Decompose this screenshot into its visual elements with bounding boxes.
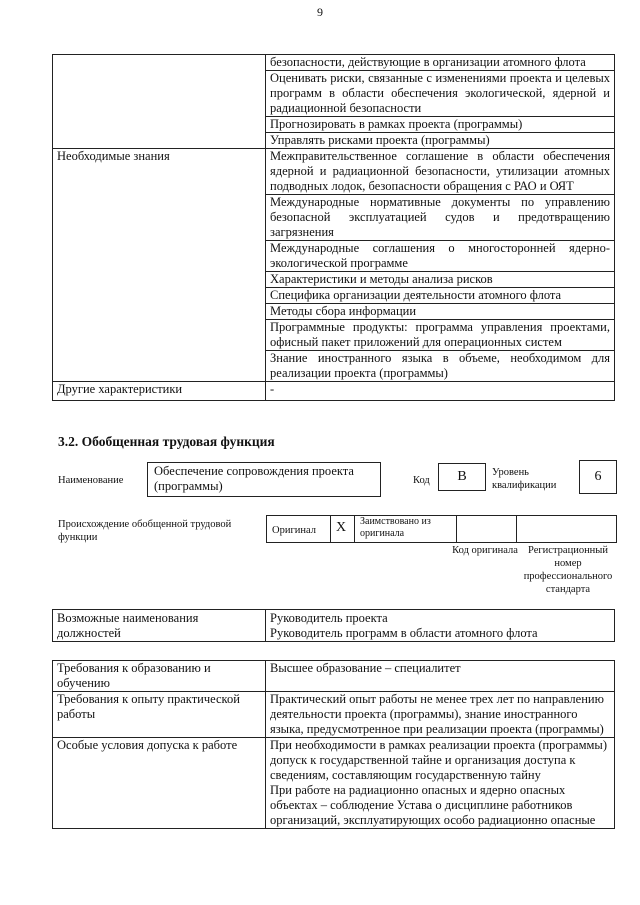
requirements-table: [52, 660, 615, 829]
row-value: -: [266, 382, 615, 401]
row-value: Знание иностранного языка в объеме, необходимом для реализации проекта (программы): [266, 351, 615, 382]
row-value: безопасности, действующие в организации атомного флота: [266, 55, 615, 71]
row-label: [53, 117, 266, 133]
row-value: Программные продукты: программа управления проектами, офисный пакет приложений для операционных систем: [266, 320, 615, 351]
grid-divider: [516, 515, 517, 543]
grid-divider: [330, 515, 331, 543]
table-row: [53, 149, 615, 195]
level-value-box: [579, 460, 617, 494]
row-label: [53, 241, 266, 272]
table-row: [53, 272, 615, 288]
table-row: [53, 351, 615, 382]
table-row: [53, 304, 615, 320]
row-label: [53, 272, 266, 288]
grid-divider: [456, 515, 457, 543]
table-row: [53, 55, 615, 71]
positions-label: Возможные наименования должностей: [53, 610, 266, 642]
code-label: Код: [413, 475, 430, 486]
table-row: [53, 610, 615, 642]
row-label: [53, 71, 266, 117]
row-label-knowledge: Необходимые знания: [53, 149, 266, 195]
level-value: 6: [594, 469, 602, 484]
original-mark: X: [336, 520, 347, 535]
row-value: Характеристики и методы анализа рисков: [266, 272, 615, 288]
row-label: [53, 288, 266, 304]
row-label: [53, 304, 266, 320]
row-value: Методы сбора информации: [266, 304, 615, 320]
table-row: [53, 195, 615, 241]
positions-table: [52, 609, 615, 642]
requirement-label: Требования к образованию и обучению: [53, 661, 266, 692]
row-value: Оценивать риски, связанные с изменениями проекта и целевых программ в области обеспечения экологической, ядерной и радиационной безопасности: [266, 71, 615, 117]
table-row: [53, 738, 615, 829]
requirement-label: Требования к опыту практической работы: [53, 692, 266, 738]
page-number: 9: [317, 5, 323, 19]
row-value: Специфика организации деятельности атомного флота: [266, 288, 615, 304]
requirement-value: Практический опыт работы не менее трех лет по направлению деятельности проекта (программы), знание иностранного языка, предусмотренное при реализации проекта (программы): [266, 692, 615, 738]
table-row: [53, 241, 615, 272]
table-row: [53, 71, 615, 117]
row-label: [53, 55, 266, 71]
name-value: Обеспечение сопровождения проекта (программы): [154, 464, 354, 493]
code-original-caption: Код оригинала: [452, 545, 518, 556]
table-row: [53, 661, 615, 692]
position-item: Руководитель программ в области атомного флота: [270, 626, 538, 640]
code-value: B: [457, 469, 467, 484]
section-heading: 3.2. Обобщенная трудовая функция: [58, 434, 275, 449]
row-label: [53, 195, 266, 241]
position-item: Руководитель проекта: [270, 611, 388, 625]
skills-knowledge-table: [52, 54, 615, 401]
row-value: Управлять рисками проекта (программы): [266, 133, 615, 149]
name-value-box: [147, 462, 381, 497]
table-row: [53, 320, 615, 351]
row-value: Международные соглашения о многосторонней ядерно-экологической программе: [266, 241, 615, 272]
positions-values: [266, 610, 615, 642]
row-label: [53, 351, 266, 382]
requirement-value: При необходимости в рамках реализации проекта (программы) допуск к государственной тайне и организация доступа к сведениям, составляющим государственную тайну При работе на радиационно опасных и ядерно опасных объектах – соблюдение Устава о дисциплине работников организаций, эксплуатирующих особо радиационно опасные: [266, 738, 615, 829]
level-label: Уровень квалификации: [492, 467, 557, 491]
row-value: Международные нормативные документы по управлению безопасной эксплуатацией судов и предотвращению загрязнения: [266, 195, 615, 241]
name-label: Наименование: [58, 475, 124, 486]
original-label: Оригинал: [272, 525, 316, 536]
table-row: [53, 288, 615, 304]
origin-label: Происхождение обобщенной трудовой функции: [58, 519, 232, 543]
row-value: Прогнозировать в рамках проекта (программы): [266, 117, 615, 133]
requirement-label: Особые условия допуска к работе: [53, 738, 266, 829]
table-row: [53, 692, 615, 738]
code-value-box: [438, 463, 486, 491]
grid-divider: [354, 515, 355, 543]
borrowed-label: Заимствовано из оригинала: [360, 516, 431, 539]
reg-number-caption: Регистрационный номер профессионального стандарта: [523, 545, 613, 595]
table-row: [53, 133, 615, 149]
row-label-other: Другие характеристики: [53, 382, 266, 401]
row-label: [53, 133, 266, 149]
requirement-value: Высшее образование – специалитет: [266, 661, 615, 692]
row-value: Межправительственное соглашение в области обеспечения ядерной и радиационной безопасности, утилизации атомных подводных лодок, безопасности обращения с РАО и ОЯТ: [266, 149, 615, 195]
table-row: [53, 382, 615, 401]
table-row: [53, 117, 615, 133]
row-label: [53, 320, 266, 351]
